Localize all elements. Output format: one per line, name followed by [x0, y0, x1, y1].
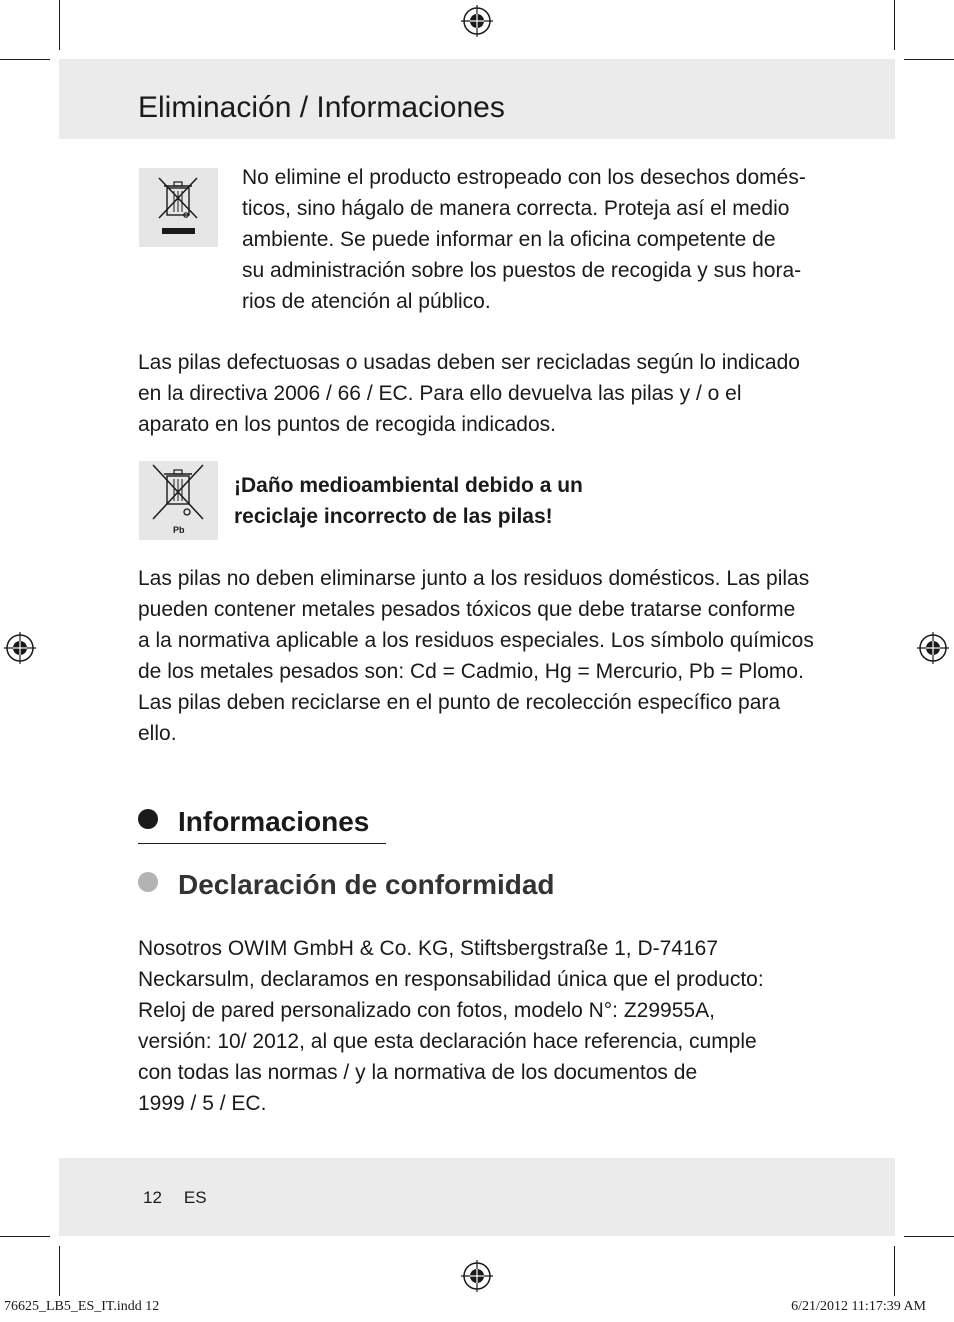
registration-mark-icon: [461, 1260, 493, 1292]
battery-directive-text: [138, 347, 828, 440]
battery-info-text: [138, 563, 828, 749]
battery-icon-box: [139, 461, 218, 540]
text-line: ambiente. Se puede informar en la oficina competente de: [242, 228, 776, 251]
registration-mark-icon: [461, 5, 493, 37]
crop-mark: [0, 1236, 50, 1237]
text-line: Las pilas defectuosas o usadas deben ser recicladas según lo indicado: [138, 351, 800, 374]
weee-icon-box: [139, 168, 218, 247]
text-line: a la normativa aplicable a los residuos especiales. Los símbolo químicos: [138, 629, 814, 652]
registration-mark-icon: [917, 632, 949, 664]
text-line: Las pilas no deben eliminarse junto a los residuos domésticos. Las pilas: [138, 567, 810, 590]
page-number: 12: [143, 1188, 162, 1207]
heading-underline: [138, 843, 386, 844]
section-heading-declaracion: [138, 869, 555, 901]
text-line: Nosotros OWIM GmbH & Co. KG, Stiftsbergstraße 1, D-74167: [138, 937, 719, 960]
print-slug-timestamp: 6/21/2012 11:17:39 AM: [791, 1299, 926, 1314]
section-heading-informaciones: [138, 806, 369, 838]
text-line: 1999 / 5 / EC.: [138, 1092, 267, 1115]
pb-label: Pb: [173, 525, 185, 535]
crop-mark: [904, 59, 954, 60]
text-line: su administración sobre los puestos de recogida y sus hora-: [242, 259, 802, 282]
text-line: pueden contener metales pesados tóxicos que debe tratarse conforme: [138, 598, 796, 621]
weee-notice-text: [242, 162, 832, 317]
section-title: Declaración de conformidad: [178, 869, 555, 900]
section-title: Informaciones: [178, 806, 370, 837]
crop-mark: [894, 0, 895, 50]
text-line: Las pilas deben reciclarse en el punto de recolección específico para: [138, 691, 781, 714]
crop-mark: [904, 1236, 954, 1237]
crop-mark: [59, 1246, 60, 1296]
text-line: de los metales pesados son: Cd = Cadmio, Hg = Mercurio, Pb = Plomo.: [138, 660, 804, 683]
text-line: ticos, sino hágalo de manera correcta. Proteja así el medio: [242, 197, 790, 220]
text-line: ¡Daño medioambiental debido a un: [234, 474, 583, 497]
print-slug-file: 76625_LB5_ES_IT.indd 12: [4, 1299, 160, 1314]
crossed-bin-icon: [139, 168, 218, 247]
text-line: versión: 10/ 2012, al que esta declaración hace referencia, cumple: [138, 1030, 757, 1053]
page-title: Eliminación / Informaciones: [138, 91, 505, 124]
battery-warning-text: [234, 470, 734, 532]
crop-mark: [59, 0, 60, 50]
text-line: Neckarsulm, declaramos en responsabilidad única que el producto:: [138, 968, 764, 991]
text-line: No elimine el producto estropeado con los desechos domés-: [242, 166, 806, 189]
text-line: con todas las normas / y la normativa de los documentos de: [138, 1061, 698, 1084]
bullet-icon: [138, 872, 158, 892]
text-line: en la directiva 2006 / 66 / EC. Para ello devuelva las pilas y / o el: [138, 382, 742, 405]
crossed-bin-pb-icon: [139, 461, 218, 540]
text-line: ello.: [138, 722, 177, 745]
registration-mark-icon: [4, 632, 36, 664]
page-footer: [143, 1188, 207, 1208]
text-line: aparato en los puntos de recogida indicados.: [138, 413, 556, 436]
text-line: rios de atención al público.: [242, 290, 491, 313]
crop-mark: [894, 1246, 895, 1296]
declaration-text: [138, 933, 828, 1119]
text-line: Reloj de pared personalizado con fotos, modelo N°: Z29955A,: [138, 999, 715, 1022]
language-code: ES: [183, 1188, 207, 1207]
crop-mark: [0, 59, 50, 60]
bullet-icon: [138, 809, 158, 829]
text-line: reciclaje incorrecto de las pilas!: [234, 505, 553, 528]
